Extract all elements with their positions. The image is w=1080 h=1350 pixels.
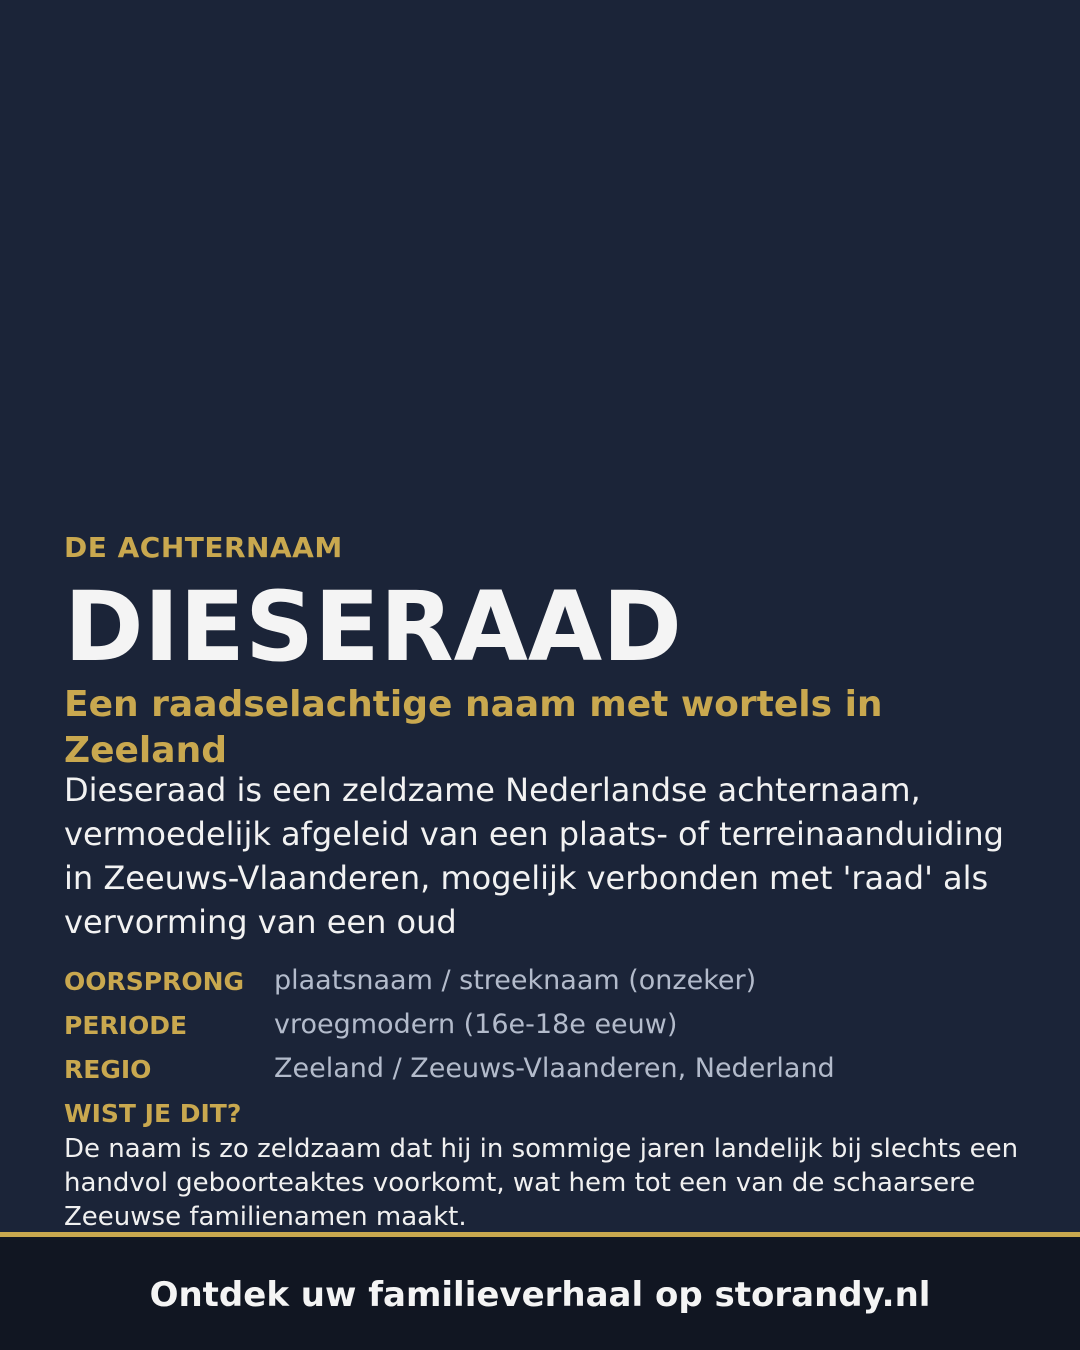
- fact-value: Zeeland / Zeeuws-Vlaanderen, Nederland: [274, 1053, 835, 1084]
- footer-banner: [0, 1232, 1080, 1350]
- fact-value: vroegmodern (16e-18e eeuw): [274, 1009, 678, 1040]
- did-you-know-title: WIST JE DIT?: [64, 1099, 242, 1128]
- did-you-know-text: De naam is zo zeldzaam dat hij in sommige jaren landelijk bij slechts een handvol geboorteaktes voorkomt, wat hem tot een van de schaarsere Zeeuwse familienamen maakt.: [64, 1134, 1019, 1232]
- fact-value: plaatsnaam / streeknaam (onzeker): [274, 965, 757, 996]
- footer-cta-link[interactable]: Ontdek uw familieverhaal op storandy.nl: [149, 1275, 931, 1315]
- fact-row-origin: [64, 962, 1024, 1006]
- fact-label: OORSPRONG: [64, 967, 245, 996]
- fact-row-region: [64, 1050, 1024, 1094]
- fact-row-period: [64, 1006, 1024, 1050]
- surname-title: DIESERAAD: [64, 571, 682, 683]
- eyebrow-label: DE ACHTERNAAM: [64, 531, 343, 564]
- fact-label: PERIODE: [64, 1011, 188, 1040]
- facts-list: [64, 962, 1024, 1094]
- description-text: Dieseraad is een zeldzame Nederlandse achternaam, vermoedelijk afgeleid van een plaats- of terreinaanduiding in Zeeuws-Vlaanderen, mogelijk verbonden met 'raad' als vervorming van een oud: [64, 771, 1004, 941]
- subtitle: Een raadselachtige naam met wortels in Zeeland: [64, 684, 883, 771]
- fact-label: REGIO: [64, 1055, 152, 1084]
